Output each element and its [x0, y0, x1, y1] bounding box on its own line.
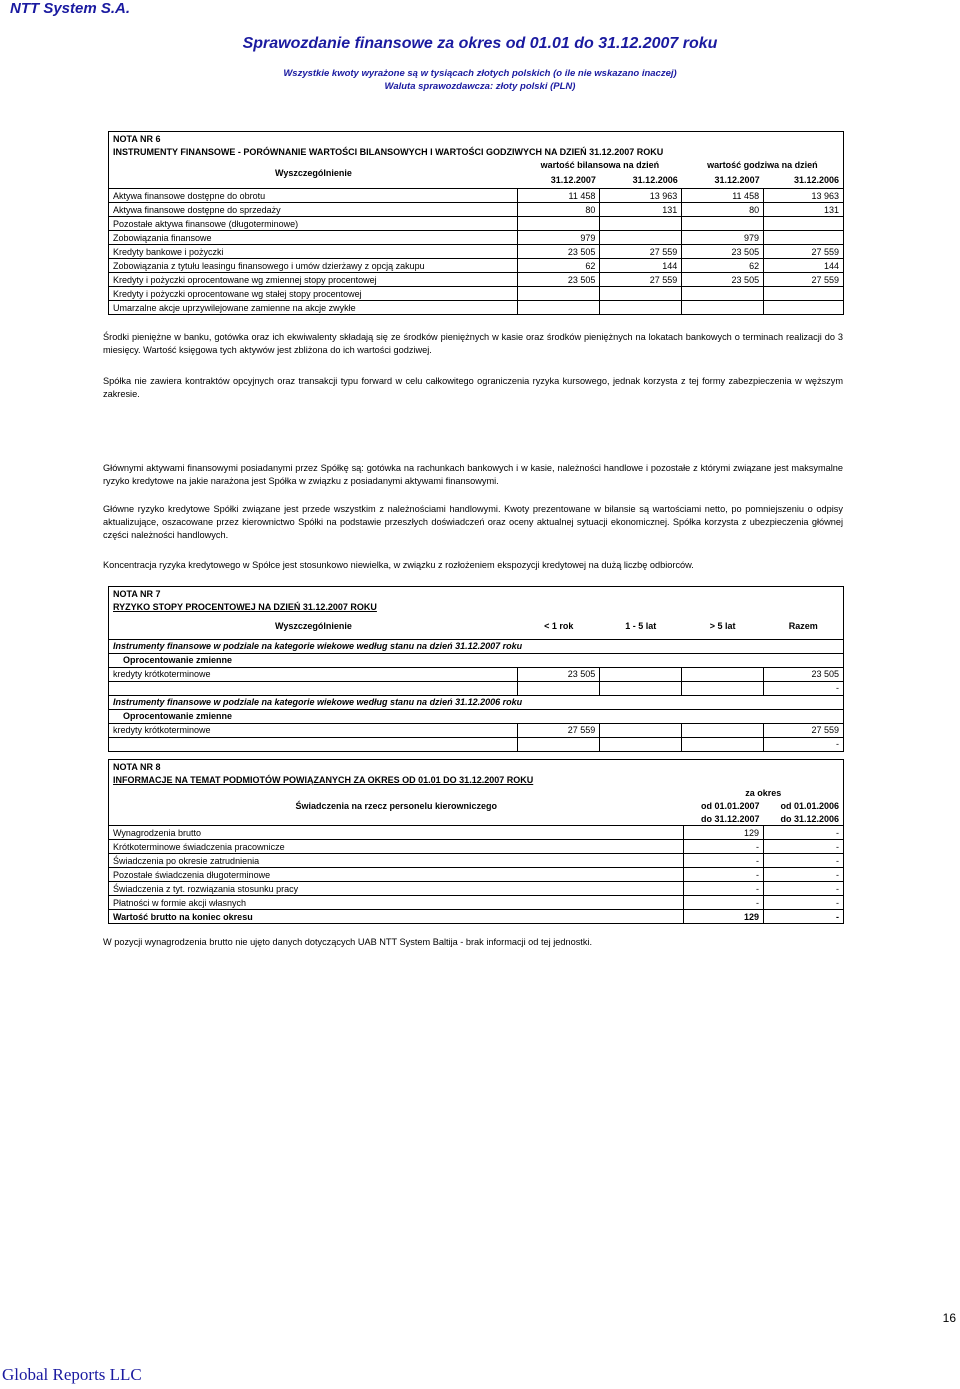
nota6-row-label: Kredyty i pożyczki oprocentowane wg stałej stopy procentowej [109, 287, 518, 301]
nota7-row-label: kredyty krótkoterminowe [109, 723, 518, 737]
nota6-cell: 62 [682, 259, 764, 273]
nota8-row-label: Krótkoterminowe świadczenia pracownicze [109, 840, 684, 854]
nota8-row [109, 896, 844, 910]
paragraph-cash: Środki pieniężne w banku, gotówka oraz ich ekwiwalenty składają się ze środków pieniężnych w kasie oraz środków pieniężnych na lokatach bankowych o terminach realizacji do 3 miesięcy. Wartość księgowa tych aktywów jest zbliżona do ich wartości godziwej. [103, 332, 843, 355]
nota7-cell [600, 667, 682, 681]
footer-brand: Global Reports LLC [2, 1365, 142, 1384]
nota6-table [108, 131, 844, 315]
paragraph-note: W pozycji wynagrodzenia brutto nie ujęto danych dotyczących UAB NTT System Baltija - brak informacji od tej jednostki. [103, 937, 593, 947]
nota6-date: 31.12.2007 [550, 175, 596, 186]
nota7-cell: 23 505 [518, 667, 600, 681]
nota6-subtitle: INSTRUMENTY FINANSOWE - PORÓWNANIE WARTOŚCI BILANSOWYCH I WARTOŚCI GODZIWYCH NA DZIEŃ 31.12.2007 ROKU [113, 146, 664, 157]
nota6-row [109, 259, 844, 273]
nota6-cell: 23 505 [518, 273, 600, 287]
nota6-cell: 80 [682, 203, 764, 217]
nota6-cell: 23 505 [682, 273, 764, 287]
nota6-cell: 979 [518, 231, 600, 245]
nota6-date: 31.12.2007 [714, 175, 760, 186]
nota6-row-label: Zobowiązania z tytułu leasingu finansowego i umów dzierżawy z opcją zakupu [109, 259, 518, 273]
nota7-cell [682, 723, 764, 737]
nota8-row [109, 826, 844, 840]
nota7-subtitle: RYZYKO STOPY PROCENTOWEJ NA DZIEŃ 31.12.2007 ROKU [113, 601, 377, 612]
nota8-col-desc: Świadczenia na rzecz personelu kierowniczego [295, 800, 498, 811]
nota7-section-2006: Instrumenty finansowe w podziale na kategorie wiekowe według stanu na dzień 31.12.2006 roku [109, 695, 844, 709]
nota6-date: 31.12.2006 [793, 175, 839, 186]
nota6-cell: 80 [518, 203, 600, 217]
nota6-cell [600, 231, 682, 245]
nota6-cell [518, 217, 600, 231]
nota6-row [109, 273, 844, 287]
nota6-cell [600, 287, 682, 301]
page-number: 16 [942, 1311, 956, 1325]
nota6-cell [682, 301, 764, 315]
nota6-row-label: Aktywa finansowe dostępne do obrotu [109, 189, 518, 203]
nota8-col-2006-to: do 31.12.2006 [780, 813, 839, 824]
nota7-subsection: Oprocentowanie zmienne [123, 711, 233, 721]
nota8-row-label: Pozostałe świadczenia długoterminowe [109, 868, 684, 882]
nota6-cell: 11 458 [518, 189, 600, 203]
paragraph-credit-risk: Główne ryzyko kredytowe Spółki związane jest przede wszystkim z należnościami handlowymi. Kwoty prezentowane w bilansie są wartościami netto, po pomniejszeniu o odpisy aktualizujące, oszacowane przez kierownictwo Spółki na podstawie przeszłych doświadczeń oraz oceny aktualnej sytuacji ekonomicznej. Spółka korzysta z ubezpieczenia głównej części należności handlowych. [103, 504, 843, 540]
nota8-cell: - [684, 840, 764, 854]
nota6-row-label: Aktywa finansowe dostępne do sprzedaży [109, 203, 518, 217]
nota8-row [109, 854, 844, 868]
company-name: NTT System S.A. [10, 0, 131, 17]
nota6-row [109, 301, 844, 315]
nota6-group-book: wartość bilansowa na dzień [540, 160, 660, 171]
nota6-cell: 27 559 [764, 273, 844, 287]
nota6-row [109, 287, 844, 301]
nota6-cell: 62 [518, 259, 600, 273]
nota6-row [109, 245, 844, 259]
nota8-row [109, 840, 844, 854]
nota6-cell: 144 [764, 259, 844, 273]
nota6-cell: 23 505 [682, 245, 764, 259]
nota8-title: NOTA NR 8 [113, 761, 161, 772]
nota8-col-2006-from: od 01.01.2006 [780, 800, 839, 811]
nota6-cell [764, 231, 844, 245]
nota6-cell: 131 [764, 203, 844, 217]
nota8-total-2006: - [764, 910, 844, 924]
nota7-subsection: Oprocentowanie zmienne [123, 655, 233, 665]
nota8-cell: - [684, 882, 764, 896]
nota6-cell: 23 505 [518, 245, 600, 259]
nota6-row [109, 231, 844, 245]
nota7-col-lt1: < 1 rok [544, 620, 574, 631]
nota8-row [109, 882, 844, 896]
nota7-col-gt5: > 5 lat [709, 620, 736, 631]
nota6-cell [764, 301, 844, 315]
currency-note: Waluta sprawozdawcza: złoty polski (PLN) [384, 81, 576, 92]
nota8-cell: - [764, 840, 844, 854]
nota6-row [109, 189, 844, 203]
nota6-cell [600, 301, 682, 315]
nota6-row-label: Zobowiązania finansowe [109, 231, 518, 245]
nota6-row-label: Umarzalne akcje uprzywilejowane zamienne na akcje zwykłe [109, 301, 518, 315]
nota6-row-label: Kredyty bankowe i pożyczki [109, 245, 518, 259]
nota6-cell: 27 559 [764, 245, 844, 259]
nota6-cell [682, 287, 764, 301]
nota8-row-label: Płatności w formie akcji własnych [109, 896, 684, 910]
nota8-cell: - [684, 896, 764, 910]
nota8-row-label: Wynagrodzenia brutto [109, 826, 684, 840]
nota6-col-desc: Wyszczególnienie [275, 168, 352, 178]
nota8-row [109, 868, 844, 882]
paragraph-forward: Spółka nie zawiera kontraktów opcyjnych oraz transakcji typu forward w celu całkowitego ograniczenia ryzyka kursowego, jednak korzysta z tej formy zabezpieczenia w węższym zakresie. [103, 376, 843, 399]
nota6-row-label: Pozostałe aktywa finansowe (długoterminowe) [109, 217, 518, 231]
nota6-cell [600, 217, 682, 231]
nota8-total-label: Wartość brutto na koniec okresu [109, 910, 684, 924]
nota8-cell: 129 [684, 826, 764, 840]
nota8-row-label: Świadczenia po okresie zatrudnienia [109, 854, 684, 868]
nota6-group-fair: wartość godziwa na dzień [707, 160, 818, 171]
nota6-cell [682, 217, 764, 231]
nota7-cell [600, 723, 682, 737]
nota6-cell: 27 559 [600, 273, 682, 287]
nota8-row-label: Świadczenia z tyt. rozwiązania stosunku pracy [109, 882, 684, 896]
nota6-cell: 11 458 [682, 189, 764, 203]
nota7-table [108, 586, 844, 752]
report-title: Sprawozdanie finansowe za okres od 01.01 do 31.12.2007 roku [242, 35, 718, 52]
nota7-cell [682, 667, 764, 681]
nota6-cell: 144 [600, 259, 682, 273]
nota6-cell [764, 217, 844, 231]
nota7-section-2007: Instrumenty finansowe w podziale na kategorie wiekowe według stanu na dzień 31.12.2007 roku [109, 639, 844, 653]
nota6-cell: 131 [600, 203, 682, 217]
nota6-cell: 27 559 [600, 245, 682, 259]
nota6-cell [518, 287, 600, 301]
nota7-cell: 27 559 [764, 723, 844, 737]
paragraph-assets: Głównymi aktywami finansowymi posiadanymi przez Spółkę są: gotówka na rachunkach bankowych i w kasie, należności handlowe i pozostałe z którymi związane jest maksymalne ryzyko kredytowe na jakie narażona jest Spółka w związku z posiadanymi aktywami finansowymi. [103, 463, 843, 486]
nota8-col-2007-from: od 01.01.2007 [700, 800, 760, 811]
nota6-row [109, 217, 844, 231]
nota8-total-2007: 129 [684, 910, 764, 924]
nota7-dash: - [764, 737, 844, 751]
nota6-row-label: Kredyty i pożyczki oprocentowane wg zmiennej stopy procentowej [109, 273, 518, 287]
nota6-cell: 13 963 [600, 189, 682, 203]
nota7-col-total: Razem [788, 620, 818, 631]
nota6-cell: 13 963 [764, 189, 844, 203]
nota6-cell [764, 287, 844, 301]
nota7-cell: 27 559 [518, 723, 600, 737]
nota7-col-desc: Wyszczególnienie [275, 620, 352, 631]
nota8-cell: - [764, 882, 844, 896]
nota8-cell: - [684, 868, 764, 882]
nota8-subtitle: INFORMACJE NA TEMAT PODMIOTÓW POWIĄZANYCH ZA OKRES OD 01.01 DO 31.12.2007 ROKU [113, 774, 534, 785]
nota8-cell: - [764, 854, 844, 868]
paragraph-concentration: Koncentracja ryzyka kredytowego w Spółce jest stosunkowo niewielka, w związku z rozłożeniem ekspozycji kredytowej na dużą liczbę odbiorców. [103, 560, 694, 570]
nota8-cell: - [764, 826, 844, 840]
nota7-dash: - [764, 681, 844, 695]
nota8-period: za okres [745, 787, 782, 798]
nota6-date: 31.12.2006 [632, 175, 678, 186]
nota7-col-1-5: 1 - 5 lat [625, 620, 657, 631]
nota6-cell [518, 301, 600, 315]
nota6-cell: 979 [682, 231, 764, 245]
nota8-cell: - [684, 854, 764, 868]
nota8-col-2007-to: do 31.12.2007 [700, 813, 760, 824]
nota6-title: NOTA NR 6 [113, 133, 161, 144]
nota8-table [108, 759, 844, 924]
nota6-row [109, 203, 844, 217]
nota7-title: NOTA NR 7 [113, 588, 161, 599]
nota7-cell: 23 505 [764, 667, 844, 681]
nota7-row-label: kredyty krótkoterminowe [109, 667, 518, 681]
nota8-cell: - [764, 896, 844, 910]
nota8-cell: - [764, 868, 844, 882]
report-subtitle: Wszystkie kwoty wyrażone są w tysiącach złotych polskich (o ile nie wskazano inaczej) [283, 68, 677, 79]
